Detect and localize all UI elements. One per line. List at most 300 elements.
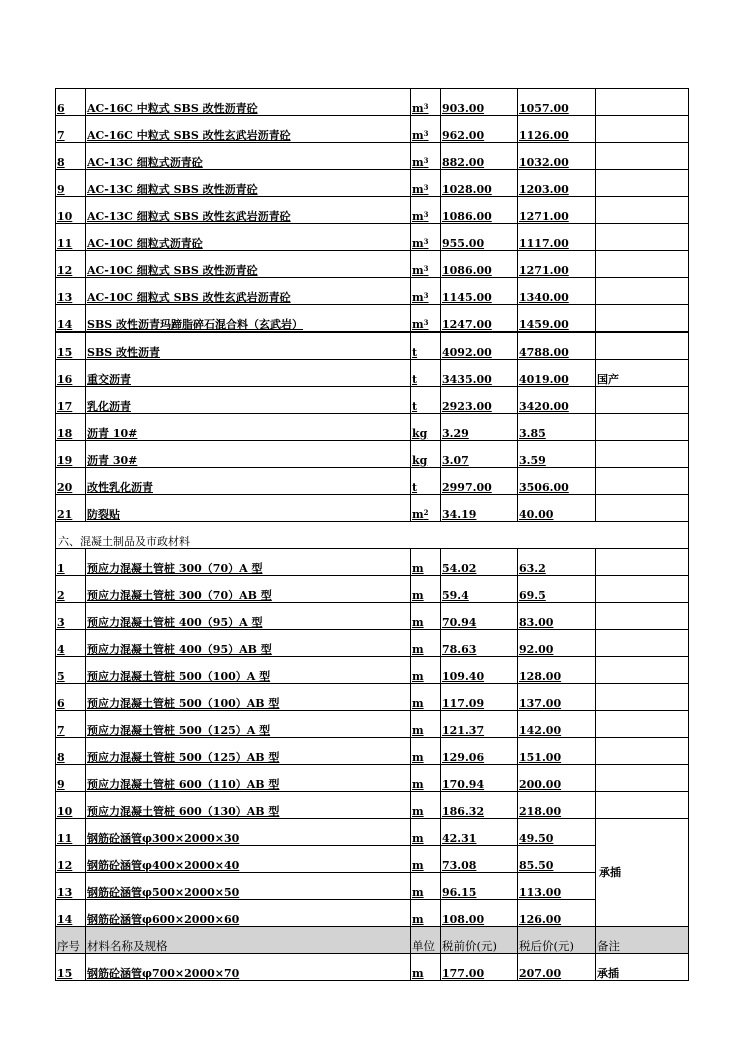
- cell-pre: [440, 441, 517, 467]
- cell-pre: [440, 495, 517, 521]
- cell-unit: [410, 333, 440, 359]
- cell-pre: [440, 873, 517, 899]
- cell-post: [517, 549, 595, 575]
- pre-text: 108.00: [442, 913, 485, 926]
- cell-post: [517, 89, 595, 115]
- cell-unit: [410, 251, 440, 277]
- name-text: 预应力混凝土管桩 600（130）AB 型: [87, 805, 280, 818]
- header-note: [595, 927, 689, 953]
- cell-no: [55, 738, 85, 764]
- header-pre-text: 税前价(元): [442, 939, 497, 953]
- no-text: 15: [57, 346, 73, 359]
- unit-exponent: 3: [423, 102, 429, 111]
- cell-name: [85, 251, 410, 277]
- cell-pre: [440, 630, 517, 656]
- cell-pre: [440, 819, 517, 845]
- cell-post: [517, 657, 595, 683]
- post-text: 1340.00: [519, 291, 569, 304]
- cell-unit: [410, 89, 440, 115]
- post-text: 200.00: [519, 778, 562, 791]
- cell-note: [595, 441, 689, 467]
- cell-name: [85, 360, 410, 386]
- cell-pre: [440, 305, 517, 331]
- cell-note: [595, 684, 689, 710]
- remark-merged-cell: [595, 819, 689, 926]
- cell-unit: [410, 873, 440, 899]
- post-text: 3420.00: [519, 400, 569, 413]
- post-text: 142.00: [519, 724, 562, 737]
- post-text: 1032.00: [519, 156, 569, 169]
- pre-text: 3.07: [442, 454, 469, 467]
- price-table: [55, 88, 689, 981]
- post-text: 4019.00: [519, 373, 569, 386]
- table-row: [55, 576, 689, 603]
- cell-post: [517, 333, 595, 359]
- cell-pre: [440, 900, 517, 926]
- pre-text: 109.40: [442, 670, 485, 683]
- cell-post: [517, 414, 595, 440]
- cell-unit: [410, 387, 440, 413]
- unit-exponent: 3: [423, 156, 429, 165]
- name-text: AC-10C 细粒式沥青砼: [87, 237, 203, 250]
- no-text: 2: [57, 589, 65, 602]
- post-text: 3506.00: [519, 481, 569, 494]
- name-text: 钢筋砼涵管φ300×2000×30: [87, 832, 240, 845]
- cell-note: [595, 954, 689, 980]
- table-row: [55, 333, 689, 360]
- post-text: 3.85: [519, 427, 546, 440]
- cell-post: [517, 900, 595, 926]
- post-text: 92.00: [519, 643, 554, 656]
- cell-post: [517, 684, 595, 710]
- pre-text: 3.29: [442, 427, 469, 440]
- unit-text: t: [412, 346, 418, 359]
- unit-text: $m^3$: [412, 183, 429, 196]
- table-row: [55, 900, 689, 927]
- cell-pre: [440, 738, 517, 764]
- cell-note: [595, 251, 689, 277]
- name-text: 钢筋砼涵管φ700×2000×70: [87, 967, 240, 980]
- cell-unit: [410, 792, 440, 818]
- cell-no: [55, 441, 85, 467]
- table-row: [55, 711, 689, 738]
- note-text: 国产: [597, 373, 619, 386]
- name-text: 预应力混凝土管桩 400（95）A 型: [87, 616, 263, 629]
- cell-pre: [440, 954, 517, 980]
- table-row: [55, 89, 689, 116]
- cell-no: [55, 89, 85, 115]
- cell-no: [55, 224, 85, 250]
- cell-no: [55, 684, 85, 710]
- table-row: [55, 414, 689, 441]
- header-pre: [440, 927, 517, 953]
- cell-note: [595, 224, 689, 250]
- pre-text: 3435.00: [442, 373, 492, 386]
- cell-pre: [440, 387, 517, 413]
- cell-pre: [440, 657, 517, 683]
- cell-unit: [410, 684, 440, 710]
- cell-unit: [410, 900, 440, 926]
- pre-text: 903.00: [442, 102, 485, 115]
- post-text: 49.50: [519, 832, 554, 845]
- name-text: 钢筋砼涵管φ500×2000×50: [87, 886, 240, 899]
- table-row: [55, 819, 689, 846]
- cell-unit: [410, 765, 440, 791]
- cell-unit: [410, 657, 440, 683]
- no-text: 14: [57, 913, 73, 926]
- unit-text: $m^3$: [412, 156, 429, 169]
- cell-note: [595, 278, 689, 304]
- cell-post: [517, 603, 595, 629]
- post-text: 83.00: [519, 616, 554, 629]
- no-text: 14: [57, 318, 73, 331]
- cell-post: [517, 873, 595, 899]
- table-row: [55, 468, 689, 495]
- cell-post: [517, 387, 595, 413]
- name-text: AC-13C 细粒式 SBS 改性沥青砼: [87, 183, 258, 196]
- cell-pre: [440, 846, 517, 872]
- unit-text: m: [412, 670, 424, 683]
- cell-name: [85, 305, 410, 331]
- section-cell: [55, 522, 689, 548]
- name-text: AC-10C 细粒式 SBS 改性沥青砼: [87, 264, 258, 277]
- cell-unit: [410, 224, 440, 250]
- no-text: 19: [57, 454, 73, 467]
- unit-text: m: [412, 724, 424, 737]
- cell-post: [517, 954, 595, 980]
- post-text: 1203.00: [519, 183, 569, 196]
- cell-name: [85, 143, 410, 169]
- cell-name: [85, 549, 410, 575]
- cell-post: [517, 143, 595, 169]
- unit-text: m: [412, 778, 424, 791]
- cell-name: [85, 738, 410, 764]
- cell-pre: [440, 333, 517, 359]
- unit-text: $m^3$: [412, 129, 429, 142]
- unit-text: $m^3$: [412, 237, 429, 250]
- post-text: 137.00: [519, 697, 562, 710]
- cell-pre: [440, 684, 517, 710]
- pre-text: 4092.00: [442, 346, 492, 359]
- cell-pre: [440, 765, 517, 791]
- post-text: 40.00: [519, 508, 554, 521]
- unit-exponent: 3: [423, 237, 429, 246]
- pre-text: 955.00: [442, 237, 485, 250]
- table-row: [55, 765, 689, 792]
- pre-text: 1028.00: [442, 183, 492, 196]
- pre-text: 59.4: [442, 589, 469, 602]
- name-text: AC-13C 细粒式 SBS 改性玄武岩沥青砼: [87, 210, 291, 223]
- cell-unit: [410, 954, 440, 980]
- no-text: 20: [57, 481, 73, 494]
- post-text: 1271.00: [519, 210, 569, 223]
- cell-name: [85, 711, 410, 737]
- cell-no: [55, 630, 85, 656]
- header-post: [517, 927, 595, 953]
- cell-no: [55, 873, 85, 899]
- pre-text: 117.09: [442, 697, 485, 710]
- no-text: 7: [57, 129, 65, 142]
- cell-pre: [440, 224, 517, 250]
- no-text: 11: [57, 237, 73, 250]
- post-text: 128.00: [519, 670, 562, 683]
- cell-post: [517, 197, 595, 223]
- no-text: 1: [57, 562, 65, 575]
- cell-note: [595, 576, 689, 602]
- header-note-text: 备注: [597, 939, 620, 953]
- name-text: 预应力混凝土管桩 600（110）AB 型: [87, 778, 280, 791]
- cell-no: [55, 333, 85, 359]
- cell-name: [85, 170, 410, 196]
- cell-note: [595, 657, 689, 683]
- header-name-text: 材料名称及规格: [87, 939, 168, 953]
- name-text: SBS 改性沥青: [87, 346, 161, 359]
- post-text: 1459.00: [519, 318, 569, 331]
- post-text: 1271.00: [519, 264, 569, 277]
- cell-note: [595, 116, 689, 142]
- table-row: [55, 738, 689, 765]
- no-text: 6: [57, 697, 65, 710]
- name-text: AC-16C 中粒式 SBS 改性玄武岩沥青砼: [87, 129, 291, 142]
- cell-no: [55, 657, 85, 683]
- table-row: [55, 873, 689, 900]
- cell-pre: [440, 170, 517, 196]
- cell-note: [595, 197, 689, 223]
- no-text: 12: [57, 859, 73, 872]
- pre-text: 170.94: [442, 778, 485, 791]
- unit-exponent: 3: [423, 183, 429, 192]
- section-title: 六、混凝土制品及市政材料: [58, 535, 190, 548]
- cell-post: [517, 765, 595, 791]
- name-text: 乳化沥青: [87, 400, 131, 413]
- name-text: 预应力混凝土管桩 300（70）AB 型: [87, 589, 272, 602]
- no-text: 8: [57, 751, 65, 764]
- unit-text: t: [412, 373, 418, 386]
- post-text: 4788.00: [519, 346, 569, 359]
- cell-pre: [440, 89, 517, 115]
- name-text: 预应力混凝土管桩 500（125）AB 型: [87, 751, 280, 764]
- cell-post: [517, 441, 595, 467]
- cell-unit: [410, 170, 440, 196]
- cell-pre: [440, 197, 517, 223]
- header-unit: [410, 927, 440, 953]
- cell-post: [517, 630, 595, 656]
- cell-name: [85, 846, 410, 872]
- pre-text: 73.08: [442, 859, 477, 872]
- cell-note: [595, 89, 689, 115]
- pre-text: 2997.00: [442, 481, 492, 494]
- cell-post: [517, 170, 595, 196]
- table-row: [55, 630, 689, 657]
- cell-no: [55, 170, 85, 196]
- cell-post: [517, 792, 595, 818]
- pre-text: 1086.00: [442, 210, 492, 223]
- unit-exponent: 3: [423, 318, 429, 327]
- section-row: [55, 522, 689, 549]
- cell-unit: [410, 819, 440, 845]
- table-row: [55, 360, 689, 387]
- unit-text: m: [412, 697, 424, 710]
- name-text: SBS 改性沥青玛蹄脂碎石混合料（玄武岩）: [87, 318, 304, 331]
- cell-name: [85, 900, 410, 926]
- cell-note: [595, 549, 689, 575]
- unit-exponent: 3: [423, 291, 429, 300]
- name-text: 防裂贴: [87, 508, 120, 521]
- cell-note: [595, 468, 689, 494]
- cell-pre: [440, 414, 517, 440]
- cell-pre: [440, 251, 517, 277]
- table-row: [55, 792, 689, 819]
- name-text: AC-16C 中粒式 SBS 改性沥青砼: [87, 102, 258, 115]
- cell-name: [85, 441, 410, 467]
- cell-no: [55, 278, 85, 304]
- cell-name: [85, 792, 410, 818]
- pre-text: 1247.00: [442, 318, 492, 331]
- cell-note: [595, 738, 689, 764]
- cell-note: [595, 414, 689, 440]
- cell-note: [595, 765, 689, 791]
- cell-post: [517, 305, 595, 331]
- table-row: [55, 170, 689, 197]
- unit-text: $m^3$: [412, 291, 429, 304]
- unit-text: m: [412, 589, 424, 602]
- cell-name: [85, 576, 410, 602]
- cell-name: [85, 224, 410, 250]
- cell-note: [595, 630, 689, 656]
- no-text: 9: [57, 778, 65, 791]
- no-text: 4: [57, 643, 65, 656]
- post-text: 1126.00: [519, 129, 569, 142]
- name-text: 沥青 30#: [87, 454, 138, 467]
- pre-text: 1086.00: [442, 264, 492, 277]
- cell-note: [595, 387, 689, 413]
- cell-note: [595, 792, 689, 818]
- post-text: 218.00: [519, 805, 562, 818]
- cell-no: [55, 387, 85, 413]
- table-row: [55, 387, 689, 414]
- name-text: 钢筋砼涵管φ600×2000×60: [87, 913, 240, 926]
- cell-name: [85, 630, 410, 656]
- no-text: 13: [57, 291, 73, 304]
- cell-unit: [410, 197, 440, 223]
- cell-name: [85, 684, 410, 710]
- cell-no: [55, 792, 85, 818]
- cell-note: [595, 360, 689, 386]
- table-body-concrete: [55, 549, 689, 927]
- post-text: 1117.00: [519, 237, 569, 250]
- pre-text: 1145.00: [442, 291, 492, 304]
- header-post-text: 税后价(元): [519, 939, 574, 953]
- cell-unit: [410, 414, 440, 440]
- cell-name: [85, 468, 410, 494]
- no-text: 8: [57, 156, 65, 169]
- cell-pre: [440, 278, 517, 304]
- pre-text: 962.00: [442, 129, 485, 142]
- cell-no: [55, 251, 85, 277]
- table-row: [55, 441, 689, 468]
- cell-name: [85, 954, 410, 980]
- cell-post: [517, 711, 595, 737]
- name-text: 预应力混凝土管桩 400（95）AB 型: [87, 643, 272, 656]
- cell-unit: [410, 846, 440, 872]
- cell-note: [595, 305, 689, 331]
- name-text: 重交沥青: [87, 373, 131, 386]
- no-text: 16: [57, 373, 73, 386]
- header-unit-text: 单位: [412, 939, 435, 953]
- cell-no: [55, 360, 85, 386]
- unit-text: m: [412, 886, 424, 899]
- cell-unit: [410, 360, 440, 386]
- unit-exponent: 3: [423, 129, 429, 138]
- cell-unit: [410, 278, 440, 304]
- post-text: 207.00: [519, 967, 562, 980]
- unit-text: kg: [412, 454, 428, 467]
- cell-no: [55, 576, 85, 602]
- unit-exponent: 2: [423, 508, 429, 517]
- unit-text: $m^3$: [412, 318, 429, 331]
- no-text: 5: [57, 670, 65, 683]
- cell-no: [55, 819, 85, 845]
- post-text: 1057.00: [519, 102, 569, 115]
- cell-pre: [440, 711, 517, 737]
- table-row: [55, 657, 689, 684]
- cell-pre: [440, 143, 517, 169]
- unit-text: m: [412, 805, 424, 818]
- cell-note: [595, 170, 689, 196]
- table-row: [55, 549, 689, 576]
- cell-name: [85, 657, 410, 683]
- cell-post: [517, 738, 595, 764]
- no-text: 10: [57, 805, 73, 818]
- cell-unit: [410, 468, 440, 494]
- no-text: 7: [57, 724, 65, 737]
- table-row: [55, 278, 689, 305]
- cell-post: [517, 495, 595, 521]
- no-text: 21: [57, 508, 73, 521]
- unit-text: m: [412, 832, 424, 845]
- table-row: [55, 305, 689, 333]
- cell-pre: [440, 468, 517, 494]
- pre-text: 2923.00: [442, 400, 492, 413]
- pre-text: 129.06: [442, 751, 485, 764]
- cell-unit: [410, 305, 440, 331]
- no-text: 11: [57, 832, 73, 845]
- header-row: [55, 927, 689, 954]
- table-body-asphalt: [55, 89, 689, 522]
- unit-text: m: [412, 562, 424, 575]
- no-text: 9: [57, 183, 65, 196]
- note-text: 承插: [597, 967, 619, 980]
- post-text: 151.00: [519, 751, 562, 764]
- cell-pre: [440, 603, 517, 629]
- unit-text: m: [412, 913, 424, 926]
- name-text: 预应力混凝土管桩 500（100）AB 型: [87, 697, 280, 710]
- cell-unit: [410, 738, 440, 764]
- cell-post: [517, 576, 595, 602]
- unit-text: t: [412, 400, 418, 413]
- cell-note: [595, 603, 689, 629]
- table-row: [55, 224, 689, 251]
- unit-text: $m^3$: [412, 264, 429, 277]
- cell-no: [55, 116, 85, 142]
- cell-note: [595, 143, 689, 169]
- unit-text: t: [412, 481, 418, 494]
- name-text: 钢筋砼涵管φ400×2000×40: [87, 859, 240, 872]
- unit-text: m: [412, 643, 424, 656]
- no-text: 15: [57, 967, 73, 980]
- pre-text: 186.32: [442, 805, 485, 818]
- cell-name: [85, 765, 410, 791]
